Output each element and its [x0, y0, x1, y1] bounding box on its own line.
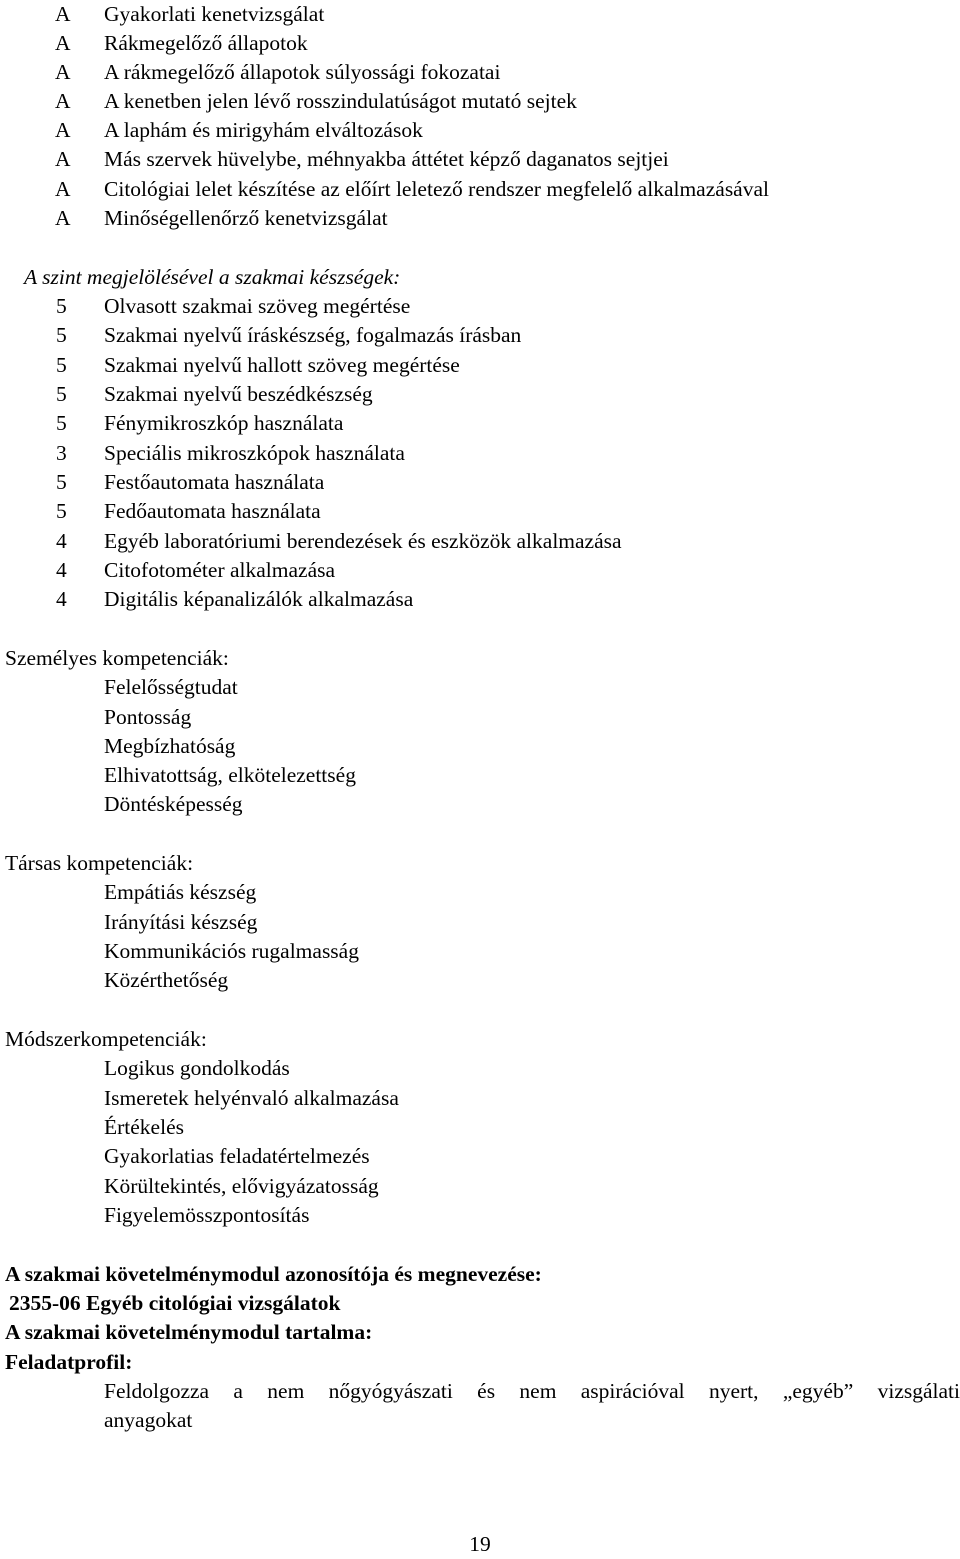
skill-text: Egyéb laboratóriumi berendezések és eszközök alkalmazása — [104, 529, 622, 553]
skill-text: Festőautomata használata — [104, 470, 325, 494]
level-number: 4 — [56, 529, 67, 553]
personal-heading-row — [0, 644, 960, 673]
skill-text: Fénymikroszkóp használata — [104, 411, 344, 435]
task-text: A kenetben jelen lévő rosszindulatúságot mutató sejtek — [104, 89, 577, 113]
level-marker: A — [55, 118, 71, 142]
profile-text-line: anyagokat — [104, 1408, 193, 1432]
competency-text: Kommunikációs rugalmasság — [104, 939, 359, 963]
skill-row — [0, 351, 960, 380]
level-number: 5 — [56, 411, 67, 435]
task-row — [0, 204, 960, 233]
skill-text: Olvasott szakmai szöveg megértése — [104, 294, 411, 318]
personal-heading: Személyes kompetenciák: — [5, 646, 229, 670]
level-number: 4 — [56, 587, 67, 611]
competency-item — [0, 1142, 960, 1171]
module-id-heading: A szakmai követelménymodul azonosítója és megnevezése: — [5, 1262, 542, 1286]
competency-item — [0, 761, 960, 790]
skill-row — [0, 468, 960, 497]
skill-text: Szakmai nyelvű beszédkészség — [104, 382, 373, 406]
skills-heading-row — [0, 263, 960, 292]
competency-item — [0, 966, 960, 995]
profile-text-row — [0, 1377, 960, 1406]
skills-heading: A szint megjelölésével a szakmai készségek: — [24, 265, 401, 289]
skill-row — [0, 497, 960, 526]
task-row — [0, 58, 960, 87]
skill-text: Speciális mikroszkópok használata — [104, 441, 405, 465]
skill-text: Citofotométer alkalmazása — [104, 558, 336, 582]
task-row — [0, 29, 960, 58]
task-text: Rákmegelőző állapotok — [104, 31, 308, 55]
competency-text: Értékelés — [104, 1115, 184, 1139]
competency-text: Ismeretek helyénvaló alkalmazása — [104, 1086, 399, 1110]
task-text: Gyakorlati kenetvizsgálat — [104, 2, 325, 26]
competency-text: Elhivatottság, elkötelezettség — [104, 763, 356, 787]
level-number: 5 — [56, 294, 67, 318]
competency-text: Figyelemösszpontosítás — [104, 1203, 310, 1227]
competency-text: Empátiás készség — [104, 880, 257, 904]
profile-text-line: Feldolgozza a nem nőgyógyászati és nem aspirációval nyert, „egyéb” vizsgálati — [104, 1379, 960, 1403]
competency-item — [0, 1201, 960, 1230]
competency-text: Logikus gondolkodás — [104, 1056, 290, 1080]
competency-item — [0, 1172, 960, 1201]
skill-text: Fedőautomata használata — [104, 499, 321, 523]
level-marker: A — [55, 147, 71, 171]
level-marker: A — [55, 60, 71, 84]
task-text: Más szervek hüvelybe, méhnyakba áttétet képző daganatos sejtjei — [104, 147, 669, 171]
task-row — [0, 175, 960, 204]
competency-item — [0, 908, 960, 937]
method-heading: Módszerkompetenciák: — [5, 1027, 207, 1051]
competency-item — [0, 732, 960, 761]
competency-item — [0, 1084, 960, 1113]
competency-item — [0, 673, 960, 702]
competency-item — [0, 878, 960, 907]
level-marker: A — [55, 89, 71, 113]
competency-text: Gyakorlatias feladatértelmezés — [104, 1144, 370, 1168]
competency-text: Irányítási készség — [104, 910, 258, 934]
skill-row — [0, 321, 960, 350]
competency-item — [0, 1113, 960, 1142]
task-row — [0, 116, 960, 145]
module-id-heading-row — [0, 1260, 960, 1289]
competency-text: Felelősségtudat — [104, 675, 238, 699]
module-id-row — [0, 1289, 960, 1318]
profile-heading-row — [0, 1348, 960, 1377]
page-number: 19 — [469, 1532, 491, 1556]
competency-text: Közérthetőség — [104, 968, 229, 992]
skill-text: Szakmai nyelvű íráskészség, fogalmazás írásban — [104, 323, 522, 347]
module-id-line: 2355-06 Egyéb citológiai vizsgálatok — [9, 1291, 341, 1315]
module-content-heading: A szakmai követelménymodul tartalma: — [5, 1320, 373, 1344]
skill-row — [0, 380, 960, 409]
profile-heading: Feladatprofil: — [5, 1350, 133, 1374]
task-row — [0, 0, 960, 29]
skill-text: Digitális képanalizálók alkalmazása — [104, 587, 414, 611]
method-heading-row — [0, 1025, 960, 1054]
level-marker: A — [55, 206, 71, 230]
social-heading-row — [0, 849, 960, 878]
task-text: Citológiai lelet készítése az előírt leletező rendszer megfelelő alkalmazásával — [104, 177, 769, 201]
task-text: A laphám és mirigyhám elváltozások — [104, 118, 423, 142]
level-number: 5 — [56, 382, 67, 406]
skill-row — [0, 527, 960, 556]
competency-item — [0, 790, 960, 819]
task-text: Minőségellenőrző kenetvizsgálat — [104, 206, 388, 230]
social-heading: Társas kompetenciák: — [5, 851, 194, 875]
skill-row — [0, 439, 960, 468]
level-number: 3 — [56, 441, 67, 465]
task-row — [0, 87, 960, 116]
competency-text: Megbízhatóság — [104, 734, 236, 758]
skill-row — [0, 409, 960, 438]
module-content-heading-row — [0, 1318, 960, 1347]
competency-text: Körültekintés, elővigyázatosság — [104, 1174, 379, 1198]
skill-row — [0, 585, 960, 614]
competency-item — [0, 703, 960, 732]
competency-text: Döntésképesség — [104, 792, 243, 816]
level-number: 4 — [56, 558, 67, 582]
competency-text: Pontosság — [104, 705, 192, 729]
level-number: 5 — [56, 353, 67, 377]
skill-row — [0, 292, 960, 321]
profile-text-row — [0, 1406, 960, 1435]
skill-text: Szakmai nyelvű hallott szöveg megértése — [104, 353, 460, 377]
level-marker: A — [55, 2, 71, 26]
level-number: 5 — [56, 499, 67, 523]
competency-item — [0, 937, 960, 966]
task-row — [0, 145, 960, 174]
level-number: 5 — [56, 323, 67, 347]
level-marker: A — [55, 177, 71, 201]
competency-item — [0, 1054, 960, 1083]
level-number: 5 — [56, 470, 67, 494]
task-text: A rákmegelőző állapotok súlyossági fokozatai — [104, 60, 501, 84]
level-marker: A — [55, 31, 71, 55]
skill-row — [0, 556, 960, 585]
